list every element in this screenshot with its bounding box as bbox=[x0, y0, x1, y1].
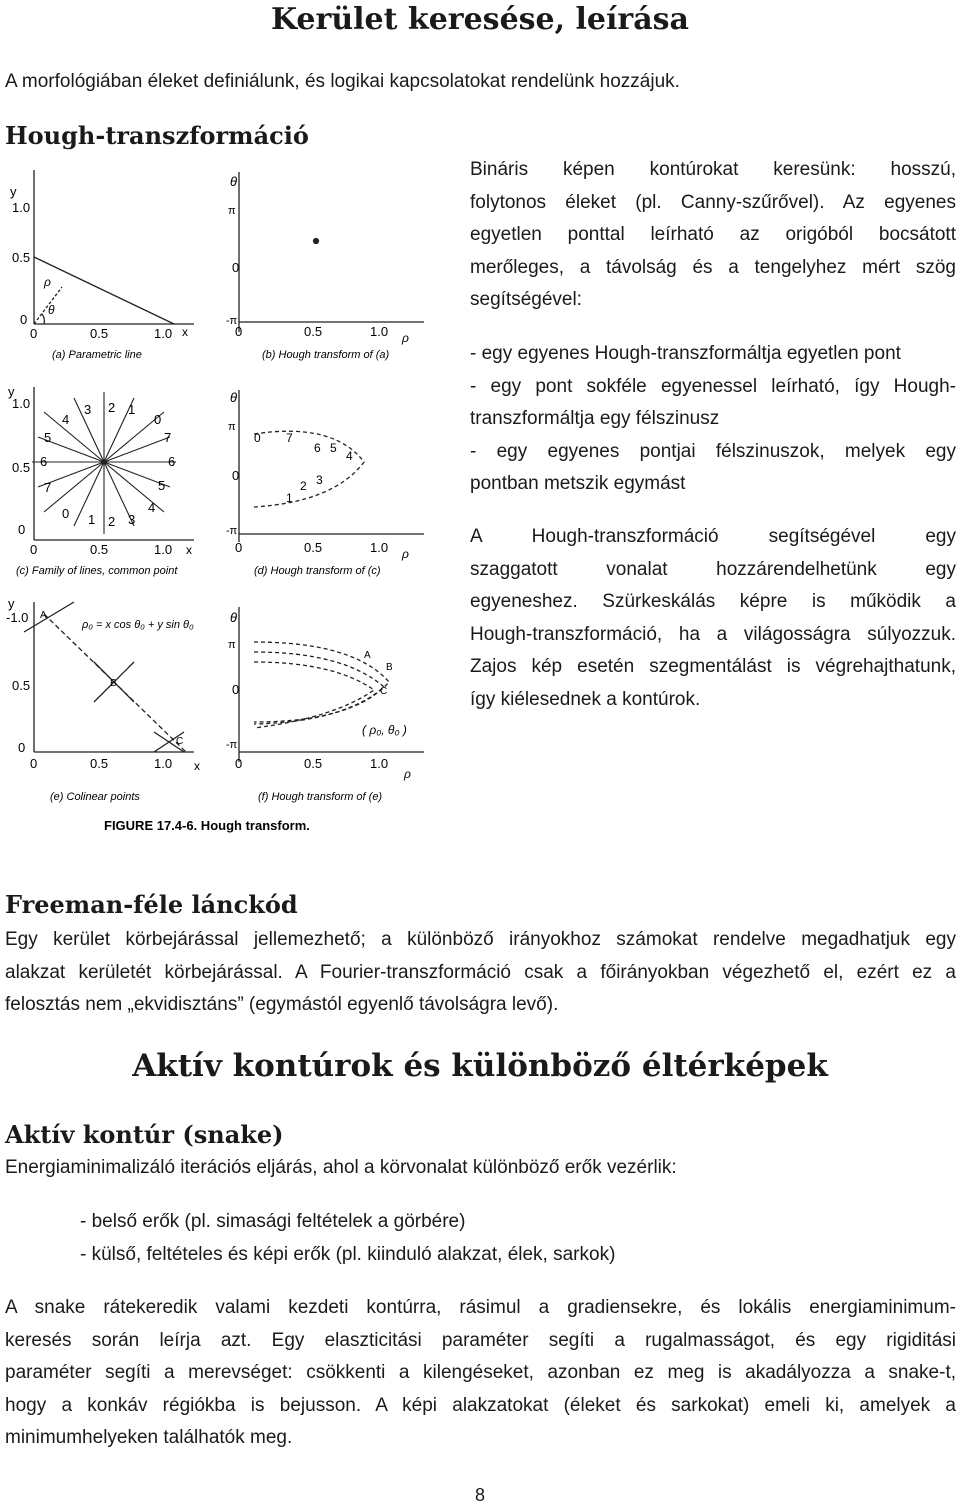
tick-0-f: 0 bbox=[232, 682, 240, 697]
line-num-7-right: 7 bbox=[164, 430, 172, 445]
tick-0x-c: 0 bbox=[30, 542, 38, 557]
line-num-6-right: 6 bbox=[168, 454, 176, 469]
intro-text: A morfológiában éleket definiálunk, és logikai kapcsolatokat rendelünk hozzájuk. bbox=[5, 71, 680, 92]
line-num-2-left: 2 bbox=[108, 400, 116, 415]
point-B-e: B bbox=[110, 678, 117, 689]
line-num-4-right: 4 bbox=[148, 500, 156, 515]
tick-05x-b: 0.5 bbox=[304, 324, 323, 339]
tick-10x-a: 1.0 bbox=[154, 326, 173, 341]
hough-para1-line: segítségével: bbox=[470, 289, 582, 311]
d-num-7: 7 bbox=[286, 431, 293, 445]
tick-05-c: 0.5 bbox=[12, 460, 31, 475]
snake-bullet: - külső, feltételes és képi erők (pl. kiinduló alakzat, élek, sarkok) bbox=[80, 1243, 616, 1265]
tick-05-e: 0.5 bbox=[12, 678, 31, 693]
snake-bullet: - belső erők (pl. simasági feltételek a görbére) bbox=[80, 1211, 466, 1232]
axis-y-label-a: y bbox=[10, 184, 17, 199]
line-num-4-left: 4 bbox=[62, 412, 70, 427]
tick-1-a: 1.0 bbox=[12, 200, 31, 215]
hough-para1 bbox=[470, 154, 956, 317]
point-B-f: B bbox=[386, 662, 393, 673]
d-num-2: 2 bbox=[300, 479, 307, 493]
snake-para bbox=[5, 1292, 956, 1455]
axis-theta-b: θ bbox=[230, 174, 238, 189]
caption-f: (f) Hough transform of (e) bbox=[258, 791, 383, 803]
tick-10x-f: 1.0 bbox=[370, 756, 389, 771]
minus-pi-f: -π bbox=[226, 739, 238, 751]
hough-bullet: transzformáltja egy félszinusz bbox=[470, 408, 720, 430]
point-A-f: A bbox=[364, 650, 371, 661]
point-A-e: A bbox=[40, 610, 47, 621]
tick-05x-f: 0.5 bbox=[304, 756, 323, 771]
hough-bullet: pontban metszik egymást bbox=[470, 473, 686, 495]
tick-0-d: 0 bbox=[232, 468, 240, 483]
caption-a: (a) Parametric line bbox=[52, 349, 142, 361]
tick-05x-e: 0.5 bbox=[90, 756, 109, 771]
axis-y-label-e: y bbox=[8, 596, 15, 611]
caption-c: (c) Family of lines, common point bbox=[16, 565, 178, 577]
tick-0x-d: 0 bbox=[235, 540, 243, 555]
snake-para-line: A snake rátekeredik valami kezdeti kontúrra, rásimul a gradiensekre, és lokális energiaminimum- bbox=[5, 1297, 956, 1318]
hough-bullet: - egy egyenes pontjai félszinuszok, melyek egy bbox=[470, 440, 956, 462]
tick-10x-b: 1.0 bbox=[370, 324, 389, 339]
caption-d: (d) Hough transform of (c) bbox=[254, 565, 381, 577]
snake-heading: Aktív kontúr (snake) bbox=[5, 1120, 284, 1149]
freeman-line: Egy kerület körbejárással jellemezhető; a különböző irányokhoz számokat rendelve megadhatjuk egy bbox=[5, 929, 956, 950]
tick-10x-c: 1.0 bbox=[154, 542, 173, 557]
hough-para2-line: Hough-transzformáció, ha a világosságra súlyozzuk. bbox=[470, 623, 956, 645]
hough-para2-line: így kiélesednek a kontúrok. bbox=[470, 688, 701, 710]
tick-05x-c: 0.5 bbox=[90, 542, 109, 557]
caption-b: (b) Hough transform of (a) bbox=[262, 349, 390, 361]
page-number: 8 bbox=[474, 1485, 485, 1505]
line-num-3-left: 3 bbox=[84, 402, 92, 417]
rho-label-a: ρ bbox=[44, 275, 51, 289]
snake-para-line: minimumhelyeken találhatók meg. bbox=[5, 1427, 293, 1449]
d-num-4: 4 bbox=[346, 449, 353, 463]
tick-0x-e: 0 bbox=[30, 756, 38, 771]
line-num-3-right: 3 bbox=[128, 512, 136, 527]
page-title: Kerület keresése, leírása bbox=[271, 2, 689, 37]
caption-e: (e) Colinear points bbox=[50, 791, 140, 803]
line-num-1-right: 1 bbox=[88, 512, 96, 527]
line-num-2-right: 2 bbox=[108, 514, 116, 529]
tick-05-a: 0.5 bbox=[12, 250, 31, 265]
axis-x-a: x bbox=[182, 325, 188, 339]
point-C-f: C bbox=[380, 686, 388, 697]
minus-pi-d: -π bbox=[226, 525, 238, 537]
tick-0y-a: 0 bbox=[20, 312, 28, 327]
theta-label-a: θ bbox=[48, 303, 55, 317]
axis-theta-d: θ bbox=[230, 390, 238, 405]
minus-pi-b: -π bbox=[226, 315, 238, 327]
snake-para-line: keresés során leírja azt. Egy elaszticitási paraméter segíti a rugalmasságot, és egy rigiditási bbox=[5, 1329, 956, 1351]
line-num-1-left: 1 bbox=[128, 402, 136, 417]
axis-x-c: x bbox=[186, 543, 192, 557]
hough-bullets bbox=[470, 338, 956, 501]
hough-figure bbox=[4, 162, 452, 838]
snake-intro: Energiaminimalizáló iterációs eljárás, ahol a körvonalat különböző erők vezérlik: bbox=[5, 1157, 677, 1178]
hough-para2-line: szaggatott vonalat hozzárendelhetünk egy bbox=[470, 558, 956, 580]
tick-0y-e: 0 bbox=[18, 740, 26, 755]
section2-title: Aktív kontúrok és különböző éltérképek bbox=[132, 1048, 828, 1084]
axis-x-e: x bbox=[194, 759, 200, 773]
hough-para2 bbox=[470, 521, 956, 717]
equation-e: ρ₀ = x cos θ₀ + y sin θ₀ bbox=[82, 619, 194, 631]
line-num-0-right: 0 bbox=[154, 412, 162, 427]
hough-para2-line: Zajos kép esetén szegmentálást is végrehajthatunk, bbox=[470, 656, 956, 678]
axis-y-label-c: y bbox=[8, 384, 15, 399]
d-num-1: 1 bbox=[286, 491, 293, 505]
snake-bullets bbox=[80, 1206, 615, 1271]
line-num-7-left: 7 bbox=[44, 480, 52, 495]
figure-label: FIGURE 17.4-6. Hough transform. bbox=[104, 818, 310, 833]
pi-d: π bbox=[228, 421, 236, 433]
line-num-5-right: 5 bbox=[158, 478, 166, 493]
freeman-line: felosztás nem „ekvidisztáns” (egymástól egyenlő távolságra levő). bbox=[5, 994, 559, 1016]
tick-10x-e: 1.0 bbox=[154, 756, 173, 771]
hough-para1-line: merőleges, a távolság és a tengelyhez mért szög bbox=[470, 256, 956, 278]
hough-para1-line: Bináris képen kontúrokat keresünk: hosszú, bbox=[470, 159, 956, 180]
rho0-theta0-f: ( ρ₀, θ₀ ) bbox=[362, 723, 407, 737]
tick-0x-b: 0 bbox=[235, 324, 243, 339]
line-num-5-left: 5 bbox=[44, 430, 52, 445]
hough-para1-line: egyetlen ponttal leírható az origóból bocsátott bbox=[470, 224, 956, 246]
d-num-0: 0 bbox=[254, 431, 261, 445]
d-num-3: 3 bbox=[316, 473, 323, 487]
axis-rho-d: ρ bbox=[402, 547, 409, 561]
axis-rho-b: ρ bbox=[402, 331, 409, 345]
tick-05x-a: 0.5 bbox=[90, 326, 109, 341]
pi-f: π bbox=[228, 639, 236, 651]
tick-0x-a: 0 bbox=[30, 326, 38, 341]
freeman-text bbox=[5, 924, 956, 1022]
hough-para1-line: folytonos éleket (pl. Canny-szűrővel). Az egyenes bbox=[470, 191, 956, 213]
tick-0x-f: 0 bbox=[235, 756, 243, 771]
tick-1-c: 1.0 bbox=[12, 396, 31, 411]
tick-10x-d: 1.0 bbox=[370, 540, 389, 555]
hough-bullet: - egy egyenes Hough-transzformáltja egyetlen pont bbox=[470, 343, 901, 364]
axis-theta-f: θ bbox=[230, 610, 238, 625]
freeman-heading: Freeman-féle lánckód bbox=[5, 890, 298, 919]
d-num-6: 6 bbox=[314, 441, 321, 455]
hough-para2-line: A Hough-transzformáció segítségével egy bbox=[470, 526, 956, 547]
tick-0-b: 0 bbox=[232, 260, 240, 275]
pi-b: π bbox=[228, 205, 236, 217]
axis-rho-f: ρ bbox=[404, 767, 411, 781]
line-num-0-left: 0 bbox=[62, 506, 70, 521]
line-num-6-left: 6 bbox=[40, 454, 48, 469]
snake-para-line: paraméter segíti a merevséget: csökkenti a kilengéseket, azonban ez meg is akadályozza a snake-t, bbox=[5, 1362, 956, 1384]
hough-heading: Hough-transzformáció bbox=[5, 121, 309, 150]
snake-para-line: hogy a konkáv régiókba is bejusson. A képi alakzatokat (éleket és sarkokat) emeli ki, amelyek a bbox=[5, 1394, 956, 1416]
tick-0y-c: 0 bbox=[18, 522, 26, 537]
tick-1-e: -1.0 bbox=[6, 610, 29, 625]
hough-bullet: - egy pont sokféle egyenessel leírható, így Hough- bbox=[470, 375, 956, 397]
point-C-e: C bbox=[176, 736, 184, 747]
d-num-5: 5 bbox=[330, 441, 337, 455]
hough-para2-line: egyeneshez. Szürkeskálás képre is működik a bbox=[470, 591, 956, 613]
freeman-line: alakzat kerületét körbejárással. A Fourier-transzformáció csak a főirányokban végezhető el, ezért ez a bbox=[5, 961, 956, 983]
tick-05x-d: 0.5 bbox=[304, 540, 323, 555]
